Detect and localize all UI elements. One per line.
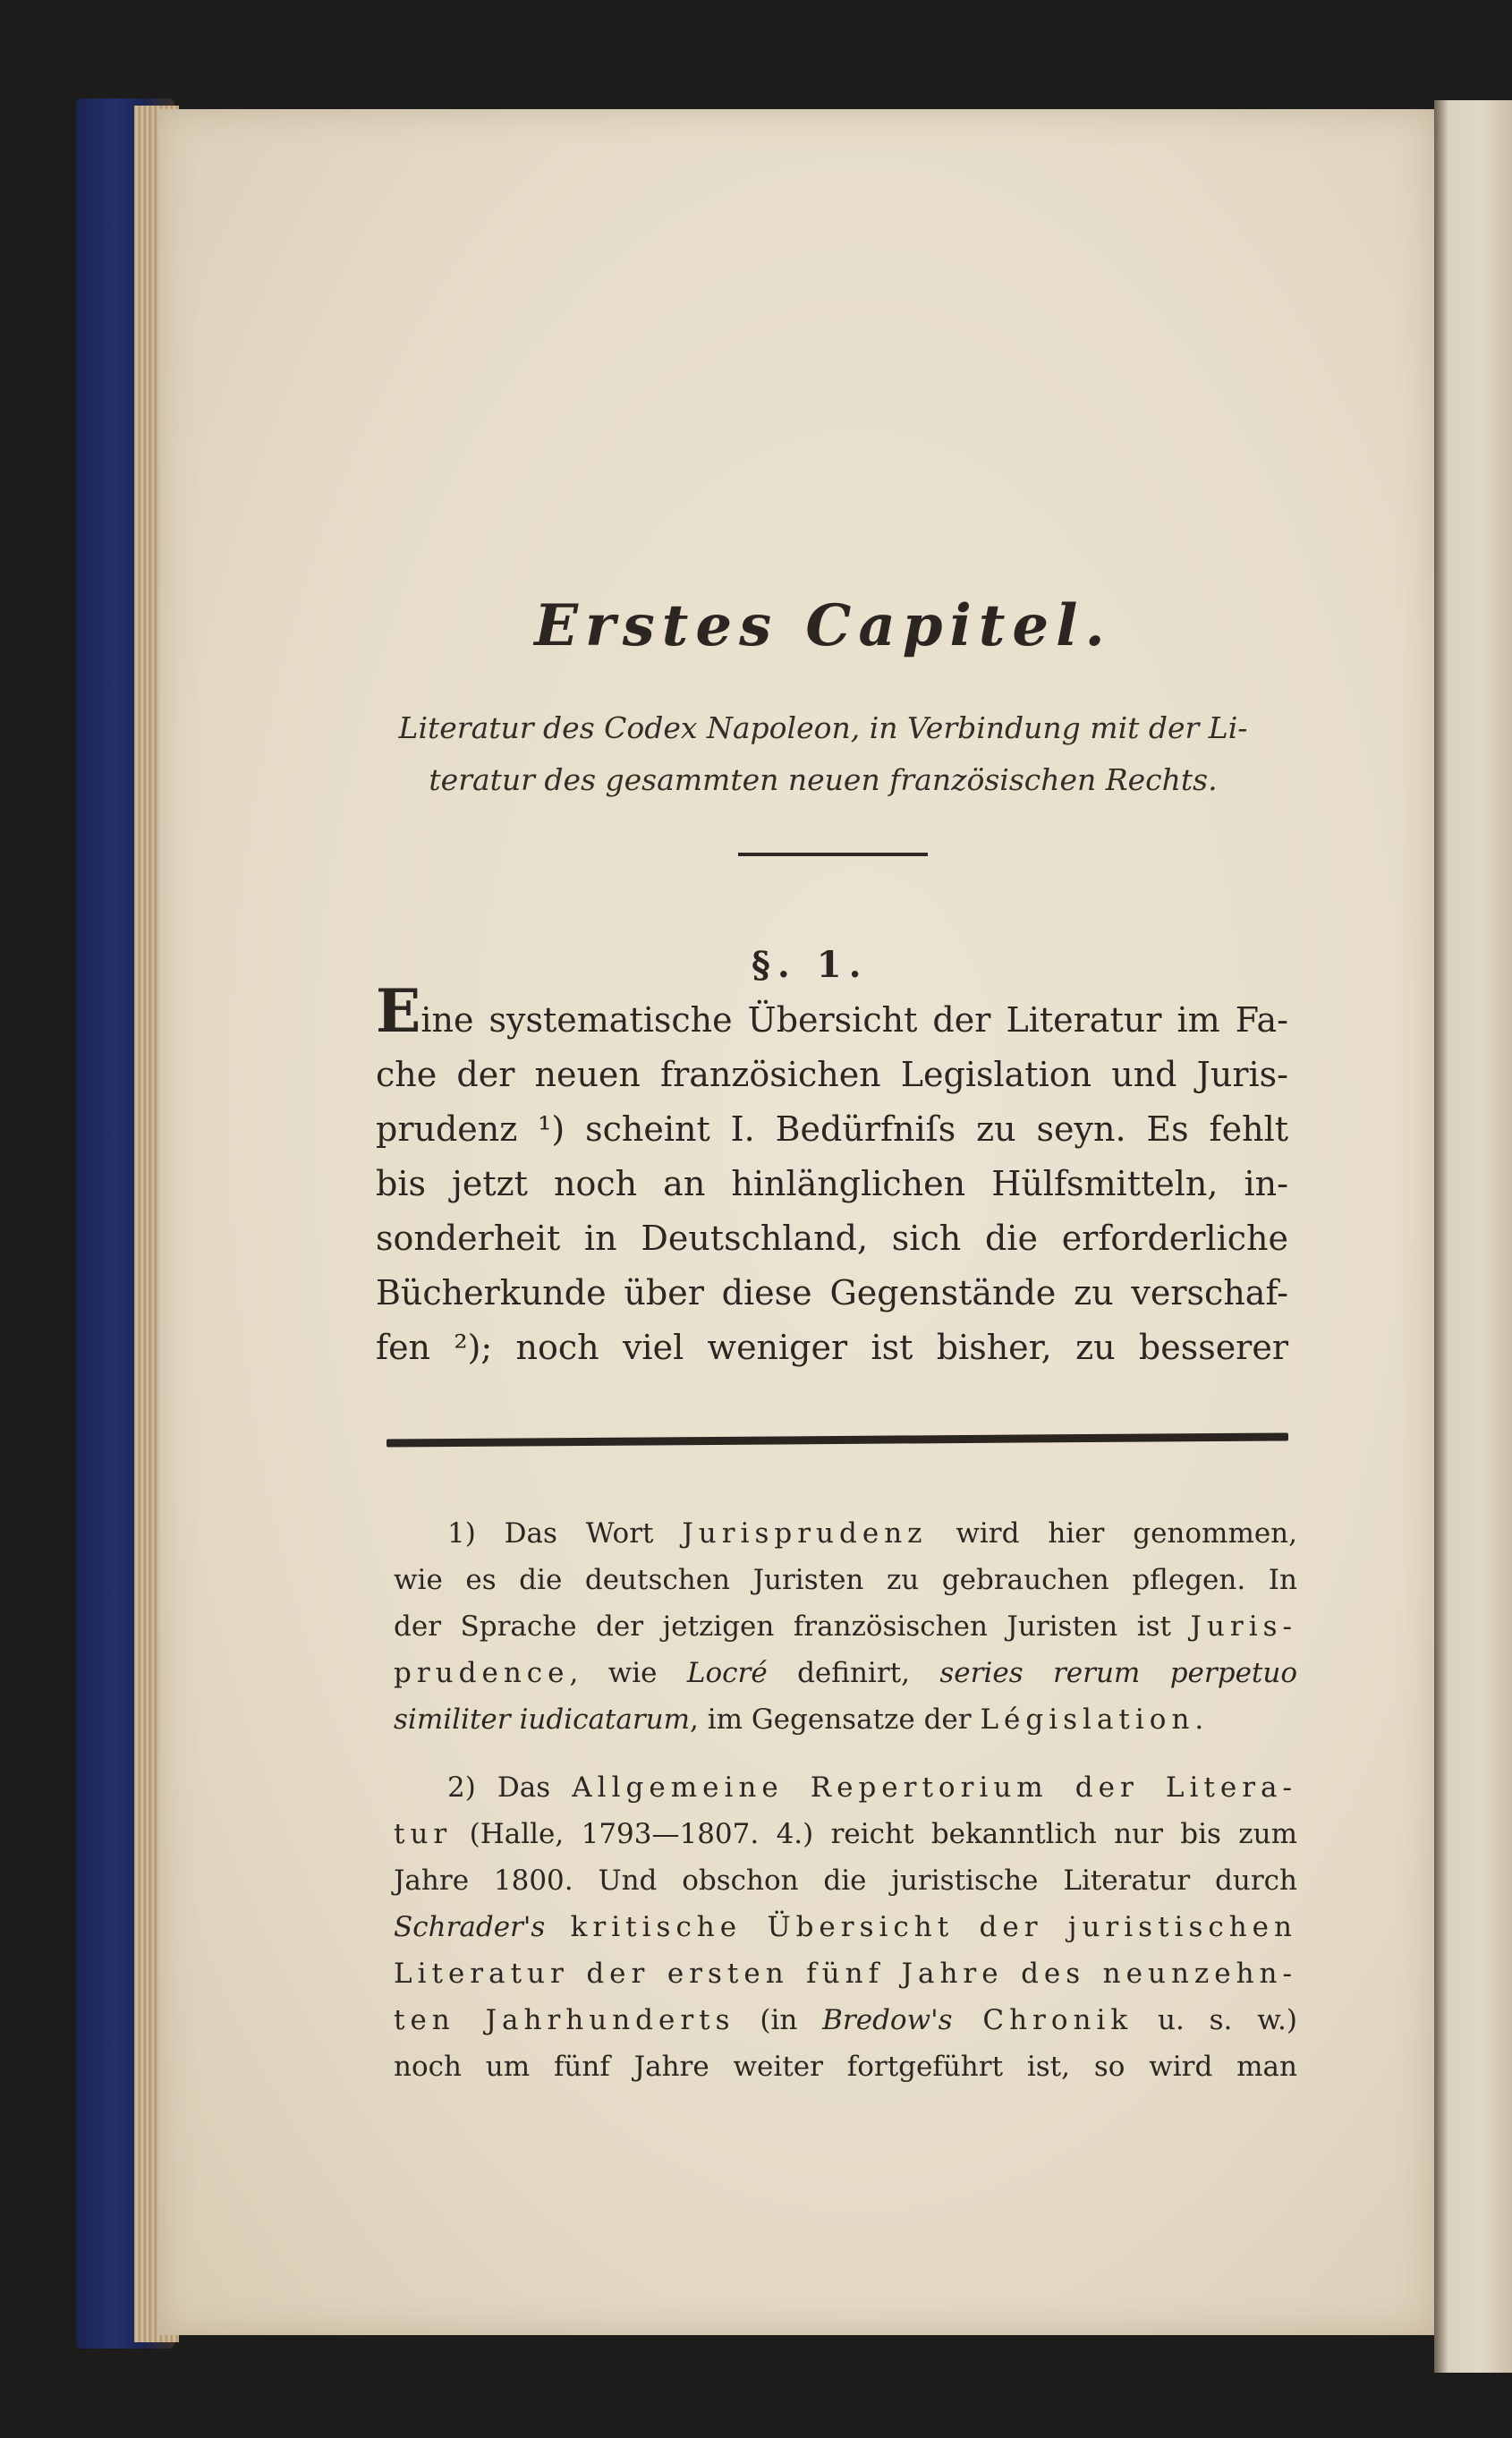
footnote-line: der Sprache der jetzigen französischen Juristen ist Juris- xyxy=(394,1610,1297,1643)
section-number: §. 1. xyxy=(752,944,869,986)
drop-cap: E xyxy=(376,976,421,1046)
footnote-line: tur (Halle, 1793—1807. 4.) reicht bekanntlich nur bis zum xyxy=(394,1818,1297,1850)
text-line: fen ²); noch viel weniger ist bisher, zu besserer xyxy=(376,1328,1288,1367)
footnote-line: prudence, wie Locré definirt, series rerum perpetuo xyxy=(394,1657,1297,1689)
subtitle-line: teratur des gesammten neuen französischen Rechts. xyxy=(429,762,1218,797)
footnote-line: Schrader's kritische Übersicht der juristischen xyxy=(394,1911,1297,1943)
text-line: Eine systematische Übersicht der Literatur im Fa- xyxy=(376,976,1288,1046)
chapter-subtitle xyxy=(358,702,1288,806)
footnote-line: noch um fünf Jahre weiter fortgeführt ist, so wird man xyxy=(394,2051,1297,2083)
footnote-line: wie es die deutschen Juristen zu gebrauchen pflegen. In xyxy=(394,1564,1297,1596)
text-line: bis jetzt noch an hinlänglichen Hülfsmitteln, in- xyxy=(376,1164,1288,1203)
footnote-2 xyxy=(394,1764,1297,2090)
body-paragraph xyxy=(376,976,1288,1375)
footnotes xyxy=(394,1510,1297,2111)
ornamental-rule xyxy=(738,853,928,856)
footnote-separator xyxy=(386,1432,1288,1447)
text-line: prudenz ¹) scheint I. Bedürfniſs zu seyn. Es fehlt xyxy=(376,1109,1288,1149)
footnote-line: similiter iudicatarum, im Gegensatze der Législation. xyxy=(394,1703,1210,1736)
footnote-line: 2) Das Allgemeine Repertorium der Litera- xyxy=(447,1771,1297,1804)
footnote-line: 1) Das Wort Jurisprudenz wird hier genommen, xyxy=(447,1517,1298,1550)
subtitle-line: Literatur des Codex Napoleon, in Verbindung mit der Li- xyxy=(398,710,1248,745)
footnote-line: Jahre 1800. Und obschon die juristische Literatur durch xyxy=(394,1865,1297,1897)
chapter-title: Erstes Capitel. xyxy=(534,592,1112,659)
text-line: che der neuen französichen Legislation und Juris- xyxy=(376,1055,1288,1094)
text-line: sonderheit in Deutschland, sich die erforderliche xyxy=(376,1219,1288,1258)
text-line: Bücherkunde über diese Gegenstände zu verschaf- xyxy=(376,1273,1288,1312)
footnote-line: Literatur der ersten fünf Jahre des neunzehn- xyxy=(394,1958,1297,1990)
footnote-line: ten Jahrhunderts (in Bredow's Chronik u. s. w.) xyxy=(394,2004,1298,2036)
footnote-1 xyxy=(394,1510,1297,1743)
